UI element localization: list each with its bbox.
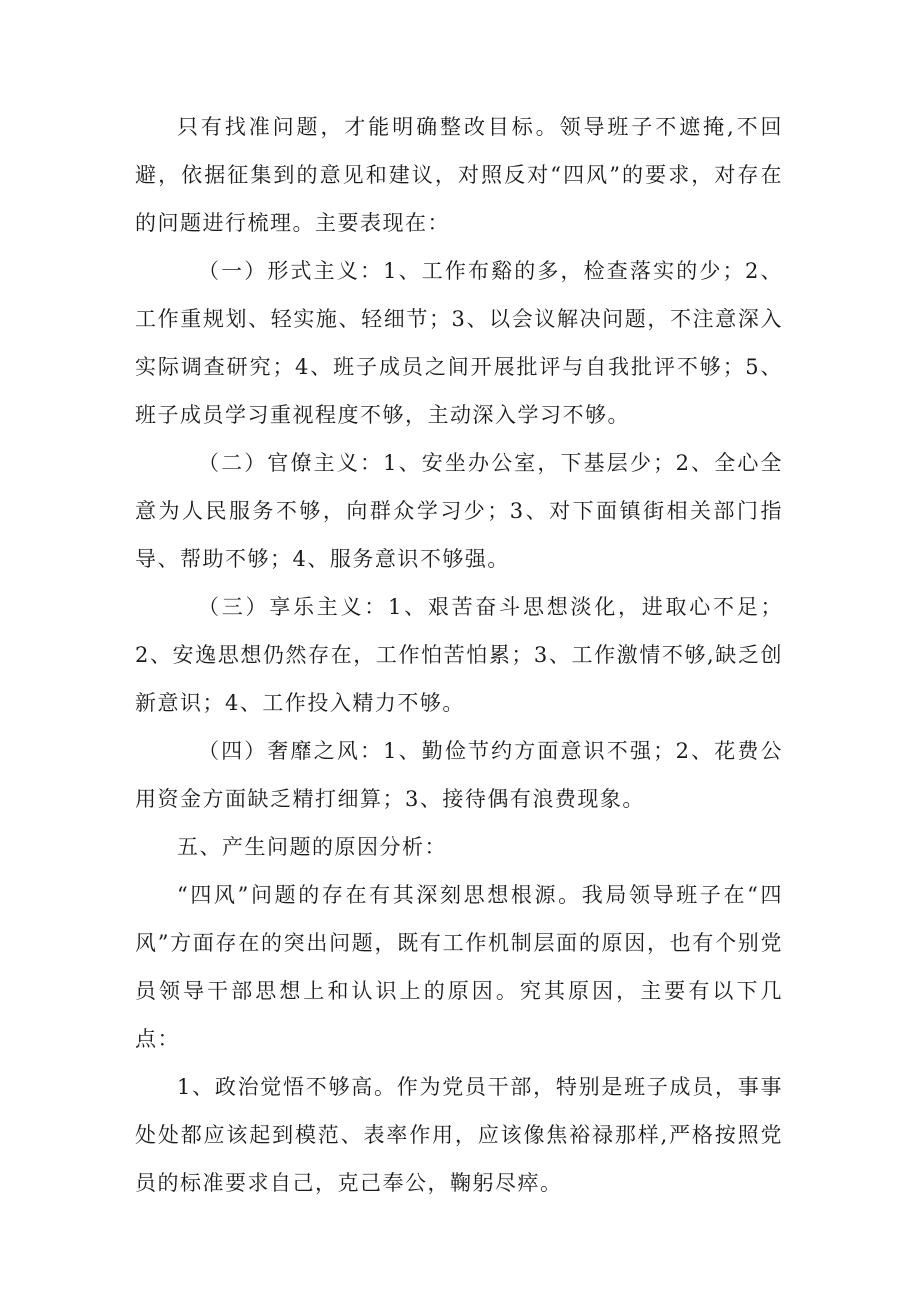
paragraph-cause-1: 1、政治觉悟不够高。作为党员干部，特别是班子成员，事事处处都应该起到模范、表率作用，应该像焦裕禄那样,严格按照党员的标准要求自己，克己奉公，鞠躬尽瘁。 xyxy=(135,1075,783,1195)
document-body xyxy=(135,103,783,1207)
paragraph-formalism: （一）形式主义：1、工作布谿的多，检查落实的少；2、工作重规划、轻实施、轻细节；3、以会议解决问题，不注意深入实际调查研究；4、班子成员之间开展批评与自我批评不够；5、班子成员学习重视程度不够，主动深入学习不够。 xyxy=(135,259,783,427)
paragraph-intro: 只有找准问题，才能明确整改目标。领导班子不遮掩,不回避，依据征集到的意见和建议，对照反对“四风”的要求，对存在的问题进行梳理。主要表现在： xyxy=(135,115,783,235)
paragraph-hedonism: （三）享乐主义：1、艰苦奋斗思想淡化，进取心不足；2、安逸思想仍然存在，工作怕苦怕累；3、工作激情不够,缺乏创新意识；4、工作投入精力不够。 xyxy=(135,595,783,715)
paragraph-bureaucratism: （二）官僚主义：1、安坐办公室，下基层少；2、全心全意为人民服务不够，向群众学习少；3、对下面镇街相关部门指导、帮助不够；4、服务意识不够强。 xyxy=(135,451,783,571)
paragraph-extravagance: （四）奢靡之风：1、勤俭节约方面意识不强；2、花费公用资金方面缺乏精打细算；3、接待偶有浪费现象。 xyxy=(135,739,783,811)
paragraph-causes-intro: “四风”问题的存在有其深刻思想根源。我局领导班子在“四风”方面存在的突出问题，既有工作机制层面的原因，也有个别党员领导干部思想上和认识上的原因。究其原因，主要有以下几点： xyxy=(135,883,783,1051)
section-heading-causes: 五、产生问题的原因分析： xyxy=(177,835,447,859)
